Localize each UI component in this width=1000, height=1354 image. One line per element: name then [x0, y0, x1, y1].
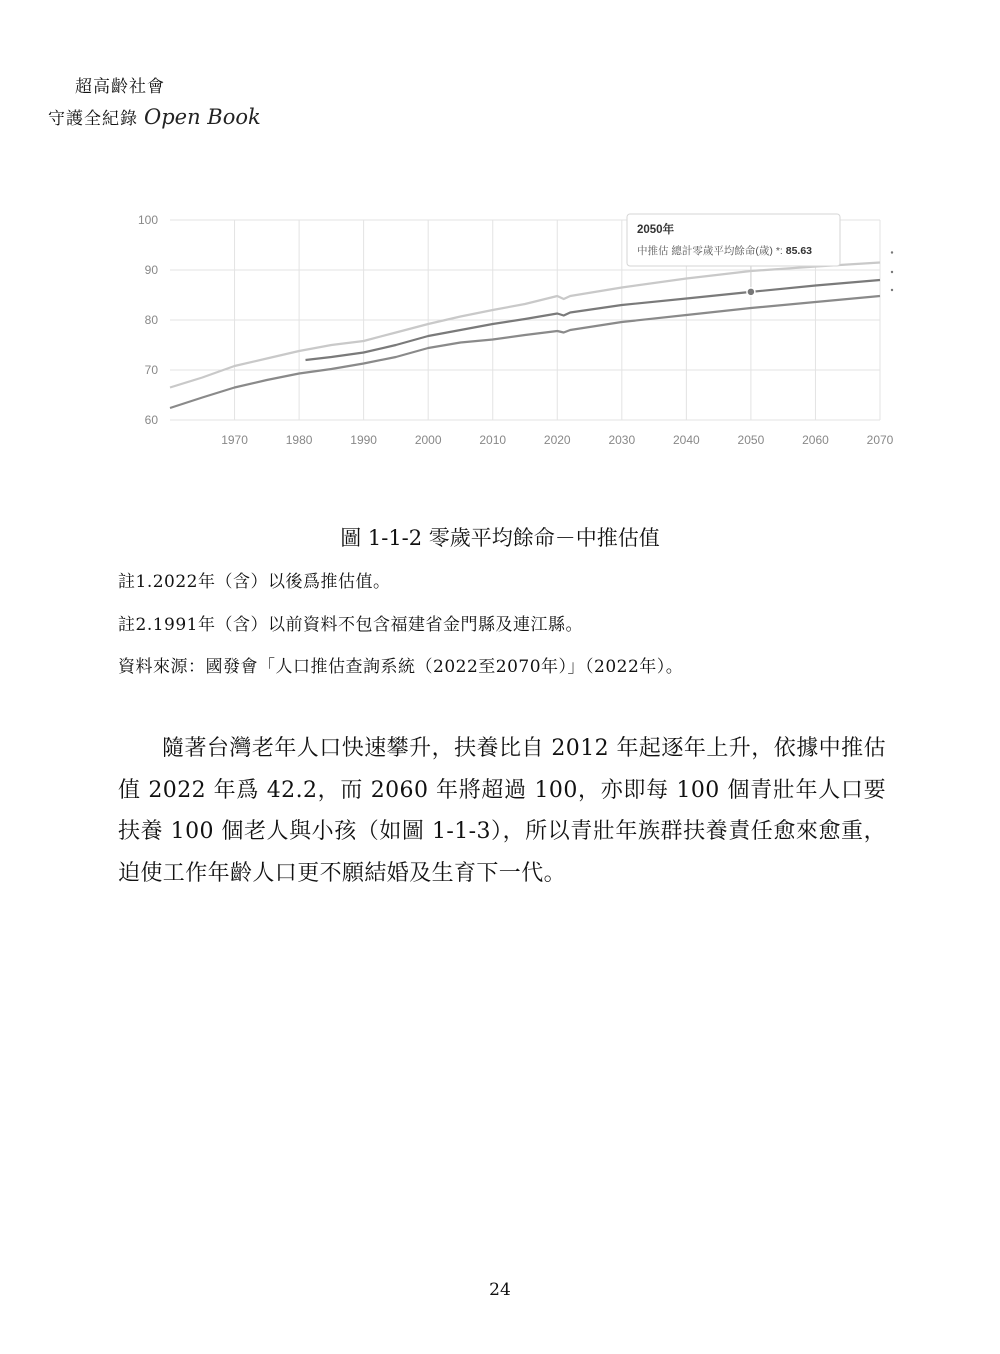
header-title-text: 守護全紀錄	[48, 109, 138, 129]
x-tick-label: 2040	[673, 433, 700, 447]
y-tick-label: 100	[137, 213, 158, 227]
tooltip-marker	[747, 288, 755, 296]
x-tick-label: 2050	[737, 433, 765, 447]
y-tick-label: 80	[144, 313, 158, 327]
x-tick-label: 2020	[543, 433, 571, 447]
y-tick-label: 60	[144, 413, 158, 427]
x-tick-label: 1980	[285, 433, 313, 447]
series-end-marker	[891, 289, 893, 291]
x-tick-label: 2010	[479, 433, 507, 447]
tooltip-title: 2050年	[637, 224, 675, 236]
header-brand: Open Book	[144, 105, 261, 129]
figure-source: 資料來源：國發會「人口推估查詢系統（2022至2070年）」（2022年）。	[118, 657, 684, 677]
tooltip-value: 85.63	[785, 245, 813, 257]
body-paragraph: 隨著台灣老年人口快速攀升，扶養比自 2012 年起逐年上升，依據中推估值 2022 年爲 42.2，而 2060 年將超過 100，亦即每 100 個青壯年人口要扶養 100 個老人與小孩（如圖 1-1-3），所以青壯年族群扶養責任愈來愈重，迫使工作年齡人口更不願結婚及生育下一代。	[118, 736, 886, 886]
y-tick-label: 90	[144, 263, 158, 277]
series-end-marker	[891, 271, 893, 273]
x-tick-label: 2000	[414, 433, 442, 447]
x-tick-label: 1970	[221, 433, 248, 447]
tooltip-box	[627, 214, 840, 266]
figure-caption: 圖 1-1-2 零歲平均餘命－中推估值	[340, 526, 660, 550]
x-tick-label: 2070	[866, 433, 894, 447]
header-title-line1: 超高齡社會	[75, 77, 165, 97]
series-end-marker	[891, 251, 893, 253]
header-title-line2	[48, 104, 261, 129]
x-tick-label: 1990	[350, 433, 377, 447]
tooltip-label: 中推估 總計零歲平均餘命(歲) *: 85.63	[637, 245, 813, 257]
figure-note-2: 註2.1991年（含）以前資料不包含福建省金門縣及連江縣。	[118, 615, 583, 635]
y-tick-label: 70	[144, 363, 158, 377]
x-tick-label: 2030	[608, 433, 636, 447]
figure-note-1: 註1.2022年（含）以後爲推估值。	[118, 572, 391, 592]
life-expectancy-chart	[130, 200, 900, 460]
page-number: 24	[489, 1280, 511, 1300]
x-tick-label: 2060	[802, 433, 829, 447]
